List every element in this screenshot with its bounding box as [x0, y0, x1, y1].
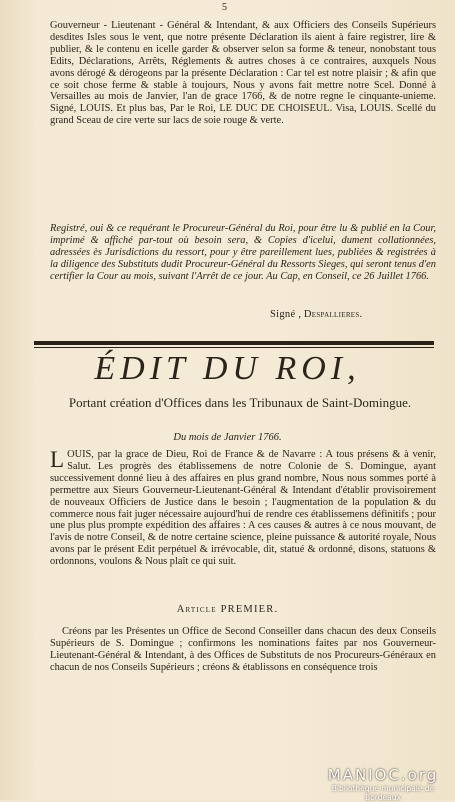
divider-thick: [34, 341, 434, 345]
divider-thin: [34, 347, 434, 348]
article-heading-word: Article: [176, 604, 217, 615]
registration-block: [50, 223, 436, 283]
preamble-text: OUIS, par la grace de Dieu, Roi de France & de Navarre : A tous présens & à venir, Salut. Les progrès des établissemens de notre Colonie de S. Domingue, ayant successivement donné lieu à des affaires en plus grand nombre, Nous nous sommes porté à permettre aux Sieurs Gouverneur-Lieutenant-Général & Intendant d'établir provisoirement de nouveaux Officiers de Justice dans le besoin ; l'augmentation de la population & du commerce nous fait juger nécessaire aujourd'hui de rendre ces établissemens définitifs ; pour une plus plus prompte expédition des affaires : A ces causes & autres à ce nous mouvant, de l'avis de notre Conseil, & de notre certaine science, pleine puissance & autorité royale, Nous avons par le présent Edit perpétuel & irrévocable, dit, statué & ordonné, disons, statuons & ordonnons, voulons & Nous plaît ce qui suit.: [50, 449, 436, 568]
signature-name: Despallieres.: [303, 309, 363, 320]
article-block: [50, 626, 436, 674]
watermark: [318, 766, 448, 802]
registration-paragraph: Registré, oui & ce requérant le Procureur-Général du Roi, pour être lu & publié en la Cour, imprimé & affiché par-tout où besoin sera, & Copies d'icelui, dument collationnées, adressées ès Jurisdictions du ressort, pour y être pareillement lues, publiées & registrées à la diligence des Substituts dudit Procureur-Général du Ressorts Sieges, qui seront tenus d'en certifier la Cour au mois, suivant l'Arrêt de ce jour. Au Cap, en Conseil, ce 26 Juillet 1766.: [50, 223, 436, 282]
closing-paragraph: Gouverneur - Lieutenant - Général & Intendant, & aux Officiers des Conseils Supérieurs desdites Isles sous le vent, que notre présente Déclaration ils aient à faire registrer, lire & publier, & le contenu en icelle garder & observer selon sa forme & teneur, nonobstant tous Edits, Déclarations, Arrêts, Réglements & autres choses à ce contraires, auxquels Nous avons dérogé & dérogeons par la présente Déclaration : Car tel est notre plaisir ; & afin que ce soit chose ferme & stable à toujours, Nous y avons fait mettre notre Scel. Donné à Versailles au mois de Janvier, l'an de grace 1766, & de notre regne le cinquante-unieme. Signé, LOUIS. Et plus bas, Par le Roi, LE DUC DE CHOISEUL. Visa, LOUIS. Scellé du grand Sceau de cire verte sur lacs de soie rouge & verte.: [50, 20, 436, 127]
preamble-block: [50, 449, 436, 568]
edict-title: ÉDIT DU ROI,: [94, 350, 361, 387]
signature-prefix: Signé ,: [270, 309, 302, 320]
watermark-subtitle: Bibliothèque municipale de Bordeaux: [331, 784, 435, 802]
closing-paragraph-block: [50, 20, 436, 127]
preamble-paragraph: [50, 449, 436, 568]
edict-dateline: Du mois de Janvier 1766.: [173, 432, 282, 443]
edict-subtitle: Portant création d'Offices dans les Tribunaux de Saint-Domingue.: [68, 395, 412, 410]
signature-line: [270, 309, 363, 320]
drop-cap: L: [50, 447, 65, 472]
article-paragraph: Créons par les Présentes un Office de Second Conseiller dans chacun des deux Conseils Supérieurs de S. Domingue ; confirmons les nominations faites par nos Gouverneur-Lieutenant-Général & Intendant, à des Offices de Substituts de nos Procureurs-Généraux en chacun de nos Conseils Supérieurs ; créons & établissons en conséquence trois: [50, 626, 436, 673]
page-number: 5: [222, 2, 227, 13]
watermark-logo: MANIOC.org: [327, 766, 439, 784]
article-heading-number: PREMIER.: [220, 604, 279, 615]
article-heading: [0, 604, 455, 615]
